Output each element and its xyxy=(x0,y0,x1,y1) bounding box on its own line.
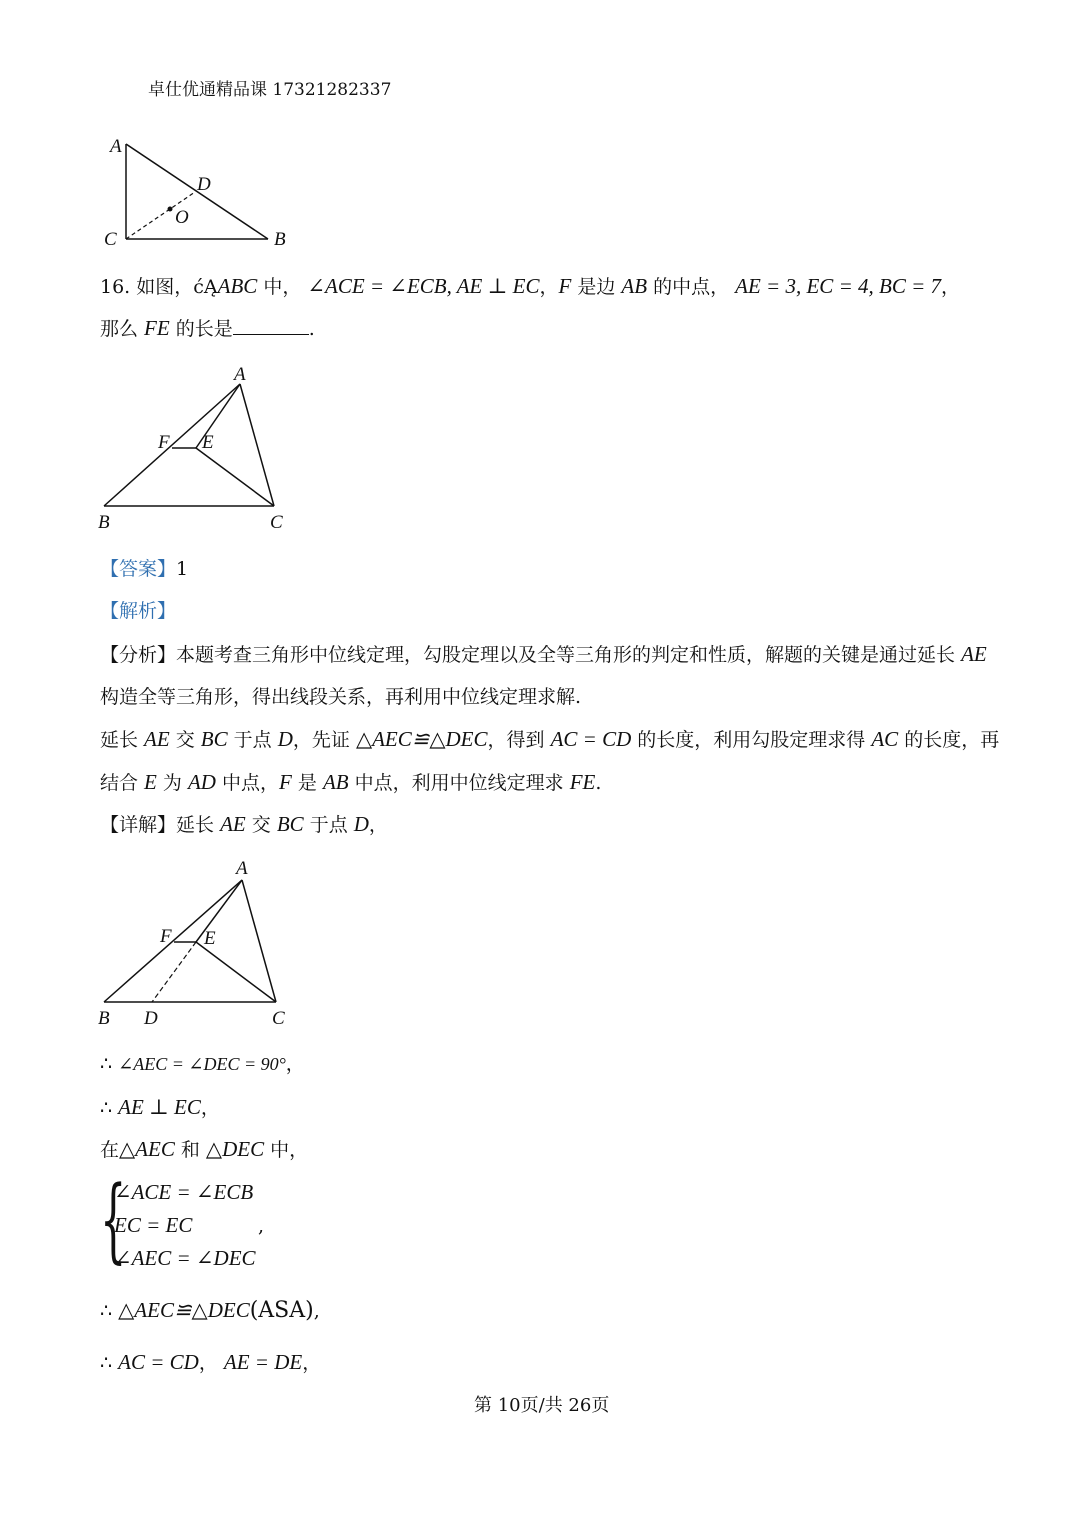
label-F: F xyxy=(160,926,172,947)
question-number: 16. xyxy=(100,276,131,298)
label-B: B xyxy=(98,512,110,533)
step-2: ∴ AE ⊥ EC， xyxy=(100,1095,220,1119)
answer-blank xyxy=(233,316,309,335)
label-C: C xyxy=(272,1008,285,1029)
fenxi-line1: 【分析】本题考查三角形中位线定理，勾股定理以及全等三角形的判定和性质，解题的关键是通过延长 AE xyxy=(100,642,987,666)
system-line-2: EC = EC xyxy=(114,1213,193,1237)
label-A: A xyxy=(110,136,122,157)
figure-triangle-acb xyxy=(100,132,300,254)
answer-label: 【答案】 xyxy=(100,558,177,580)
label-B: B xyxy=(98,1008,110,1029)
label-C: C xyxy=(104,229,117,250)
question-16-line2: 那么 FE 的长是 . xyxy=(100,316,315,340)
step-5: ∴ AC = CD， AE = DE， xyxy=(100,1350,322,1374)
detail-label: 【详解】 xyxy=(100,814,177,836)
detail-line: 【详解】延长 AE 交 BC 于点 D， xyxy=(100,812,388,836)
label-B: B xyxy=(274,229,286,250)
label-D: D xyxy=(144,1008,158,1029)
system-comma: , xyxy=(258,1215,265,1237)
label-E: E xyxy=(204,928,216,949)
question-16-line1: 16. 如图，ćĄABC 中， ∠ACE = ∠ECB, AE ⊥ EC，F 是边 AB 的中点， AE = 3, EC = 4, BC = 7， xyxy=(100,274,961,298)
page-footer: 第 10页/共 26页 xyxy=(474,1395,610,1416)
step-1: ∴ ∠AEC = ∠DEC = 90°， xyxy=(100,1053,305,1075)
fenxi-line2: 构造全等三角形，得出线段关系，再利用中位线定理求解. xyxy=(100,686,582,708)
label-A: A xyxy=(236,858,248,879)
label-C: C xyxy=(270,512,283,533)
system-line-3: ∠AEC = ∠DEC xyxy=(114,1246,256,1270)
label-F: F xyxy=(158,432,170,453)
fenxi-label: 【分析】 xyxy=(100,644,177,666)
figure-triangle-abc-extended xyxy=(92,852,302,1032)
solution-para-line1: 延长 AE 交 BC 于点 D，先证 △AEC≌△DEC，得到 AC = CD 的长度，利用勾股定理求得 AC 的长度，再 xyxy=(100,727,1000,751)
label-O: O xyxy=(175,207,189,228)
label-A: A xyxy=(234,364,246,385)
system-brace: { xyxy=(100,1166,127,1273)
label-D: D xyxy=(197,174,211,195)
step-3: 在△AEC 和 △DEC 中， xyxy=(100,1137,309,1161)
solution-para-line2: 结合 E 为 AD 中点，F 是 AB 中点，利用中位线定理求 FE. xyxy=(100,770,602,794)
figure-triangle-abc xyxy=(92,358,302,536)
answer-line xyxy=(100,555,188,583)
label-E: E xyxy=(202,432,214,453)
page-header: 卓仕优通精品课 17321282337 xyxy=(148,80,392,100)
step-4: ∴ △AEC≌△DEC(ASA), xyxy=(100,1298,320,1323)
answer-value: 1 xyxy=(176,558,189,580)
analysis-label: 【解析】 xyxy=(100,600,177,622)
system-line-1: ∠ACE = ∠ECB xyxy=(114,1180,254,1204)
